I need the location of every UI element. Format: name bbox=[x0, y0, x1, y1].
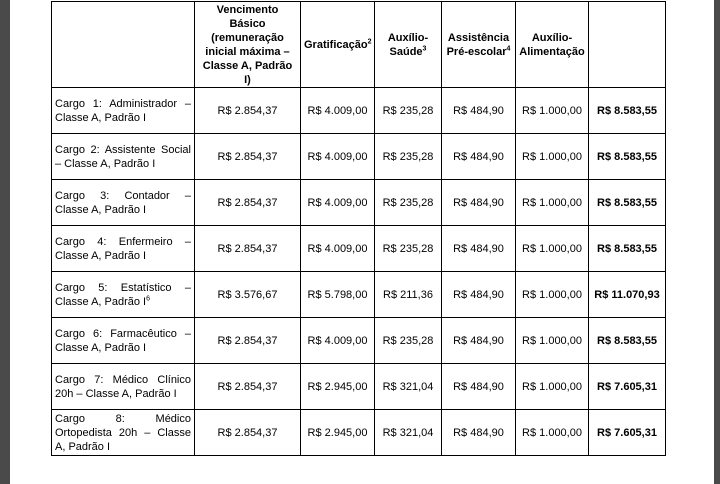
gratificacao-cell: R$ 5.798,00 bbox=[301, 272, 375, 318]
total-cell: R$ 8.583,55 bbox=[589, 318, 666, 364]
auxilio-alimentacao-cell: R$ 1.000,00 bbox=[516, 410, 589, 456]
header-cell-empty bbox=[52, 2, 195, 88]
auxilio-saude-cell: R$ 211,36 bbox=[375, 272, 442, 318]
viewer-left-edge bbox=[0, 0, 10, 484]
table-row bbox=[52, 88, 666, 134]
table-row bbox=[52, 226, 666, 272]
table-row bbox=[52, 410, 666, 456]
pre-escolar-cell: R$ 484,90 bbox=[442, 410, 516, 456]
cargo-cell: Cargo 8: Médico Ortopedista 20h – Classe A, Padrão I bbox=[52, 410, 195, 456]
auxilio-alimentacao-cell: R$ 1.000,00 bbox=[516, 364, 589, 410]
header-pre-escolar: Assistência Pré-escolar$^4$ bbox=[442, 2, 516, 88]
cargo-cell: Cargo 6: Farmacêutico – Classe A, Padrão I bbox=[52, 318, 195, 364]
header-auxilio-alimentacao: Auxílio-Alimentação bbox=[516, 2, 589, 88]
gratificacao-cell: R$ 4.009,00 bbox=[301, 88, 375, 134]
table-row bbox=[52, 134, 666, 180]
auxilio-saude-cell: R$ 235,28 bbox=[375, 88, 442, 134]
cargo-cell: Cargo 4: Enfermeiro – Classe A, Padrão I bbox=[52, 226, 195, 272]
auxilio-saude-cell: R$ 321,04 bbox=[375, 410, 442, 456]
vencimento-cell: R$ 2.854,37 bbox=[195, 88, 301, 134]
total-cell: R$ 7.605,31 bbox=[589, 410, 666, 456]
total-cell: R$ 11.070,93 bbox=[589, 272, 666, 318]
vencimento-cell: R$ 3.576,67 bbox=[195, 272, 301, 318]
cargo-cell: Cargo 7: Médico Clínico 20h – Classe A, Padrão I bbox=[52, 364, 195, 410]
header-gratificacao: Gratificação$^2$ bbox=[301, 2, 375, 88]
pre-escolar-cell: R$ 484,90 bbox=[442, 180, 516, 226]
vencimento-cell: R$ 2.854,37 bbox=[195, 318, 301, 364]
total-cell: R$ 8.583,55 bbox=[589, 226, 666, 272]
vencimento-cell: R$ 2.854,37 bbox=[195, 364, 301, 410]
auxilio-saude-cell: R$ 235,28 bbox=[375, 134, 442, 180]
auxilio-alimentacao-cell: R$ 1.000,00 bbox=[516, 88, 589, 134]
cargo-cell: Cargo 2: Assistente Social – Classe A, Padrão I bbox=[52, 134, 195, 180]
header-auxilio-saude: Auxílio-Saúde$^3$ bbox=[375, 2, 442, 88]
auxilio-alimentacao-cell: R$ 1.000,00 bbox=[516, 134, 589, 180]
pre-escolar-cell: R$ 484,90 bbox=[442, 226, 516, 272]
gratificacao-cell: R$ 4.009,00 bbox=[301, 180, 375, 226]
table-row bbox=[52, 272, 666, 318]
header-total bbox=[589, 2, 666, 88]
header-vencimento: Vencimento Básico (remuneração inicial máxima – Classe A, Padrão I) bbox=[195, 2, 301, 88]
auxilio-alimentacao-cell: R$ 1.000,00 bbox=[516, 318, 589, 364]
vencimento-cell: R$ 2.854,37 bbox=[195, 226, 301, 272]
gratificacao-cell: R$ 4.009,00 bbox=[301, 134, 375, 180]
auxilio-alimentacao-cell: R$ 1.000,00 bbox=[516, 272, 589, 318]
gratificacao-cell: R$ 4.009,00 bbox=[301, 318, 375, 364]
cargo-cell: Cargo 5: Estatístico – Classe A, Padrão $I^6$ bbox=[52, 272, 195, 318]
gratificacao-cell: R$ 2.945,00 bbox=[301, 410, 375, 456]
cargo-cell: Cargo 3: Contador – Classe A, Padrão I bbox=[52, 180, 195, 226]
vencimento-cell: R$ 2.854,37 bbox=[195, 134, 301, 180]
auxilio-alimentacao-cell: R$ 1.000,00 bbox=[516, 180, 589, 226]
table-row bbox=[52, 180, 666, 226]
salary-table bbox=[51, 1, 666, 456]
vencimento-cell: R$ 2.854,37 bbox=[195, 410, 301, 456]
header-row bbox=[52, 2, 666, 88]
gratificacao-cell: R$ 4.009,00 bbox=[301, 226, 375, 272]
gratificacao-cell: R$ 2.945,00 bbox=[301, 364, 375, 410]
vencimento-cell: R$ 2.854,37 bbox=[195, 180, 301, 226]
table-row bbox=[52, 318, 666, 364]
auxilio-saude-cell: R$ 321,04 bbox=[375, 364, 442, 410]
total-cell: R$ 7.605,31 bbox=[589, 364, 666, 410]
total-cell: R$ 8.583,55 bbox=[589, 180, 666, 226]
viewer-right-edge bbox=[714, 0, 720, 484]
auxilio-alimentacao-cell: R$ 1.000,00 bbox=[516, 226, 589, 272]
auxilio-saude-cell: R$ 235,28 bbox=[375, 180, 442, 226]
pre-escolar-cell: R$ 484,90 bbox=[442, 88, 516, 134]
cargo-cell: Cargo 1: Administrador – Classe A, Padrão I bbox=[52, 88, 195, 134]
pre-escolar-cell: R$ 484,90 bbox=[442, 134, 516, 180]
auxilio-saude-cell: R$ 235,28 bbox=[375, 318, 442, 364]
total-cell: R$ 8.583,55 bbox=[589, 134, 666, 180]
pre-escolar-cell: R$ 484,90 bbox=[442, 364, 516, 410]
total-cell: R$ 8.583,55 bbox=[589, 88, 666, 134]
auxilio-saude-cell: R$ 235,28 bbox=[375, 226, 442, 272]
pre-escolar-cell: R$ 484,90 bbox=[442, 318, 516, 364]
pre-escolar-cell: R$ 484,90 bbox=[442, 272, 516, 318]
table-row bbox=[52, 364, 666, 410]
